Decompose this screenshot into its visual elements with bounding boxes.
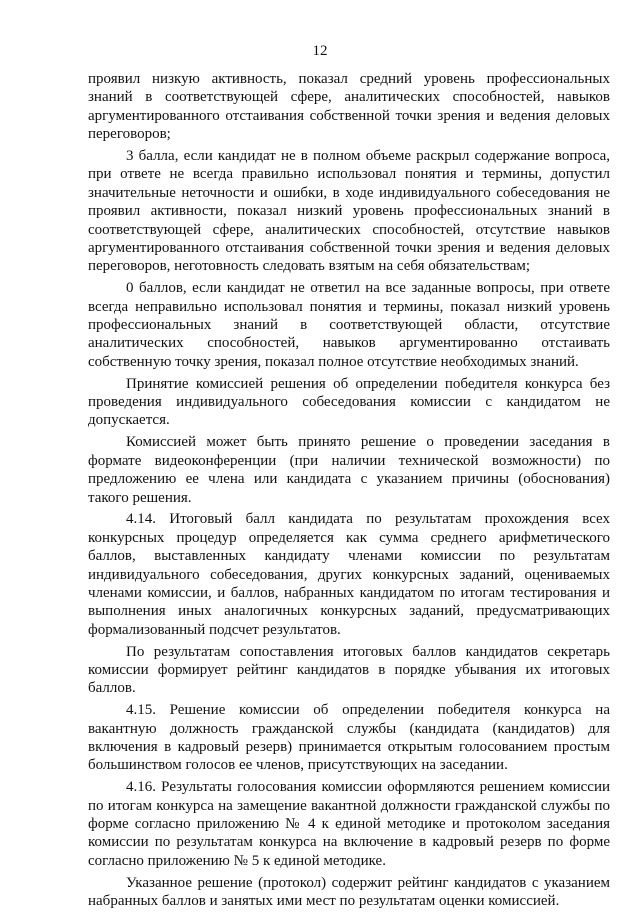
- page-number: 12: [312, 43, 328, 59]
- paragraph-4-15: 4.15. Решение комиссии об определении победителя конкурса на вакантную должность гражданской службы (кандидата (кандидатов) для включения в кадровый резерв) принимается открытым голосованием простым большинством голосов ее членов, присутствующих на заседании.: [88, 702, 610, 774]
- paragraph-continuation: проявил низкую активность, показал средний уровень профессиональных знаний в соответствующей сфере, аналитических способностей, навыков аргументированного отстаивания собственной точки зрения и ведения деловых переговоров;: [88, 71, 610, 143]
- paragraph-videoconference: Комиссией может быть принято решение о проведении заседания в формате видеоконференции (при наличии технической возможности) по предложению ее члена или кандидата с указанием причины (обоснования) такого решения.: [88, 434, 610, 506]
- paragraph-protocol: Указанное решение (протокол) содержит рейтинг кандидатов с указанием набранных баллов и занятых ими мест по результатам оценки комиссией.: [88, 874, 610, 909]
- paragraph-4-16: 4.16. Результаты голосования комиссии оформляются решением комиссии по итогам конкурса на замещение вакантной должности гражданской службы по форме согласно приложению № 4 к единой методике и протоколом заседания комиссии по результатам конкурса на включение в кадровый резерв по форме согласно приложению № 5 к единой методике.: [88, 779, 610, 869]
- paragraph-4-14: 4.14. Итоговый балл кандидата по результатам прохождения всех конкурсных процедур определяется как сумма среднего арифметического баллов, выставленных кандидату членами комиссии по результатам индивидуального собеседования, других конкурсных заданий, оцениваемых членами комиссии, и баллов, набранных кандидатом по итогам тестирования и выполнения иных аналогичных конкурсных заданий, предусматривающих формализованный подсчет результатов.: [88, 511, 610, 638]
- paragraph-0-points: 0 баллов, если кандидат не ответил на все заданные вопросы, при ответе всегда неправильно использовал понятия и термины, показал низкий уровень профессиональных знаний в соответствующей области, отсутствие аналитических способностей, навыков аргументированно отстаивать собственную точку зрения, показал полное отсутствие необходимых знаний.: [88, 280, 610, 370]
- paragraph-3-points: 3 балла, если кандидат не в полном объеме раскрыл содержание вопроса, при ответе не всегда правильно использовал понятия и термины, допустил значительные неточности и ошибки, в ходе индивидуального собеседования не проявил активности, показал низкий уровень профессиональных знаний в соответствующей сфере, аналитических способностей, отсутствие навыков аргументированного отстаивания собственной точки зрения и ведения деловых переговоров, неготовность следовать взятым на себя обязательствам;: [88, 148, 610, 275]
- document-body: [88, 70, 610, 914]
- paragraph-rating: По результатам сопоставления итоговых баллов кандидатов секретарь комиссии формирует рейтинг кандидатов в порядке убывания их итоговых баллов.: [88, 643, 610, 697]
- paragraph-no-interview: Принятие комиссией решения об определении победителя конкурса без проведения индивидуального собеседования комиссии с кандидатом не допускается.: [88, 375, 610, 429]
